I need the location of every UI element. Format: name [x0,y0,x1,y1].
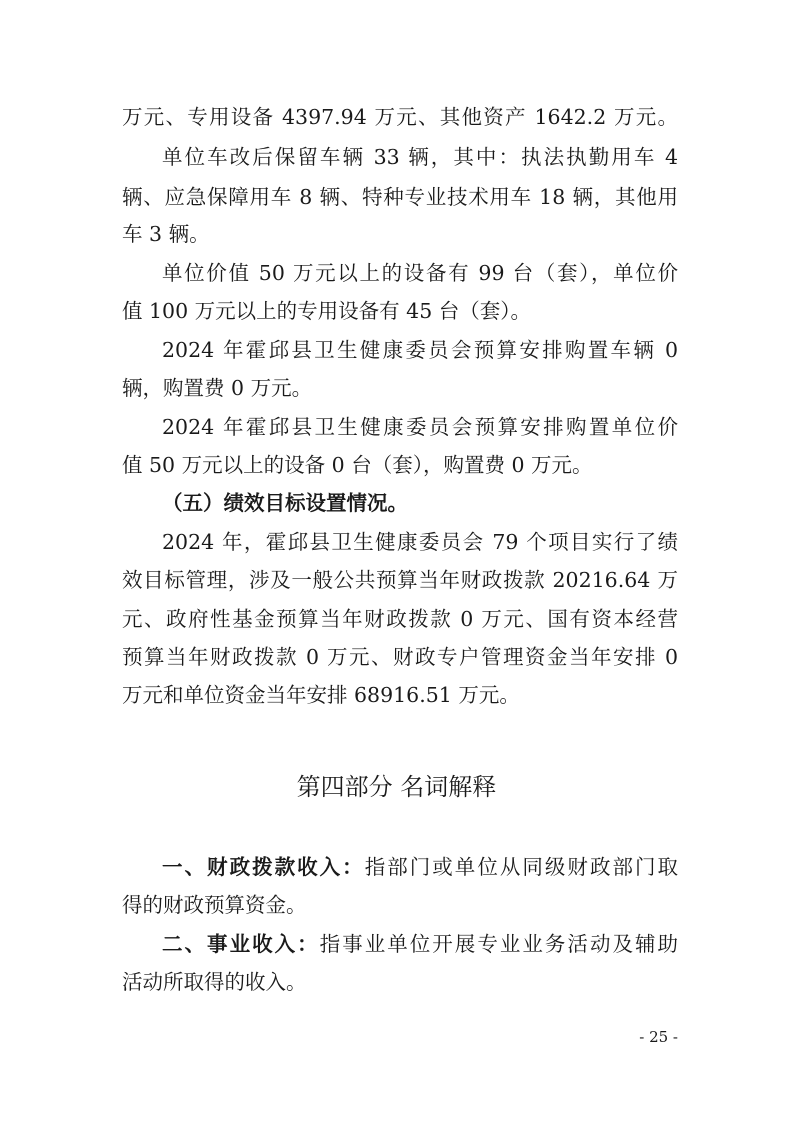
paragraph-line: 单位车改后保留车辆 33 辆，其中：执法执勤用车 4 [162,145,678,169]
paragraph-line: 2024 年霍邱县卫生健康委员会预算安排购置单位价 [162,415,678,439]
term-definition [162,853,678,881]
term-text: 指事业单位开展专业业务活动及辅助 [319,932,679,956]
paragraph-line: 2024 年霍邱县卫生健康委员会预算安排购置车辆 0 [162,338,678,362]
subsection-heading: （五）绩效目标设置情况。 [162,491,408,515]
paragraph-line: 车 3 辆。 [122,222,210,246]
term-label: 二、事业收入： [162,932,320,956]
paragraph-line: 值 50 万元以上的设备 0 台（套），购置费 0 万元。 [122,453,593,477]
paragraph-line: 效目标管理，涉及一般公共预算当年财政拨款 20216.64 万 [122,568,678,592]
paragraph-line: 万元和单位资金当年安排 68916.51 万元。 [122,683,520,707]
paragraph-line: 辆，购置费 0 万元。 [122,376,313,400]
paragraph-line: 得的财政预算资金。 [122,893,307,917]
paragraph-line: 值 100 万元以上的专用设备有 45 台（套）。 [122,299,532,323]
section-heading: 第四部分 名词解释 [296,773,497,801]
term-label: 一、财政拨款收入： [162,855,365,879]
term-text: 指部门或单位从同级财政部门取 [364,855,679,879]
paragraph-line: 单位价值 50 万元以上的设备有 99 台（套），单位价 [162,261,678,285]
paragraph-line: 元、政府性基金预算当年财政拨款 0 万元、国有资本经营 [122,607,678,631]
paragraph-line: 万元、专用设备 4397.94 万元、其他资产 1642.2 万元。 [122,105,678,129]
term-definition [162,930,678,958]
page-number: - 25 - [639,1028,678,1046]
paragraph-line: 2024 年，霍邱县卫生健康委员会 79 个项目实行了绩 [162,530,678,554]
paragraph-line: 辆、应急保障用车 8 辆、特种专业技术用车 18 辆，其他用 [122,185,678,209]
paragraph-line: 预算当年财政拨款 0 万元、财政专户管理资金当年安排 0 [122,645,678,669]
paragraph-line: 活动所取得的收入。 [122,970,307,994]
